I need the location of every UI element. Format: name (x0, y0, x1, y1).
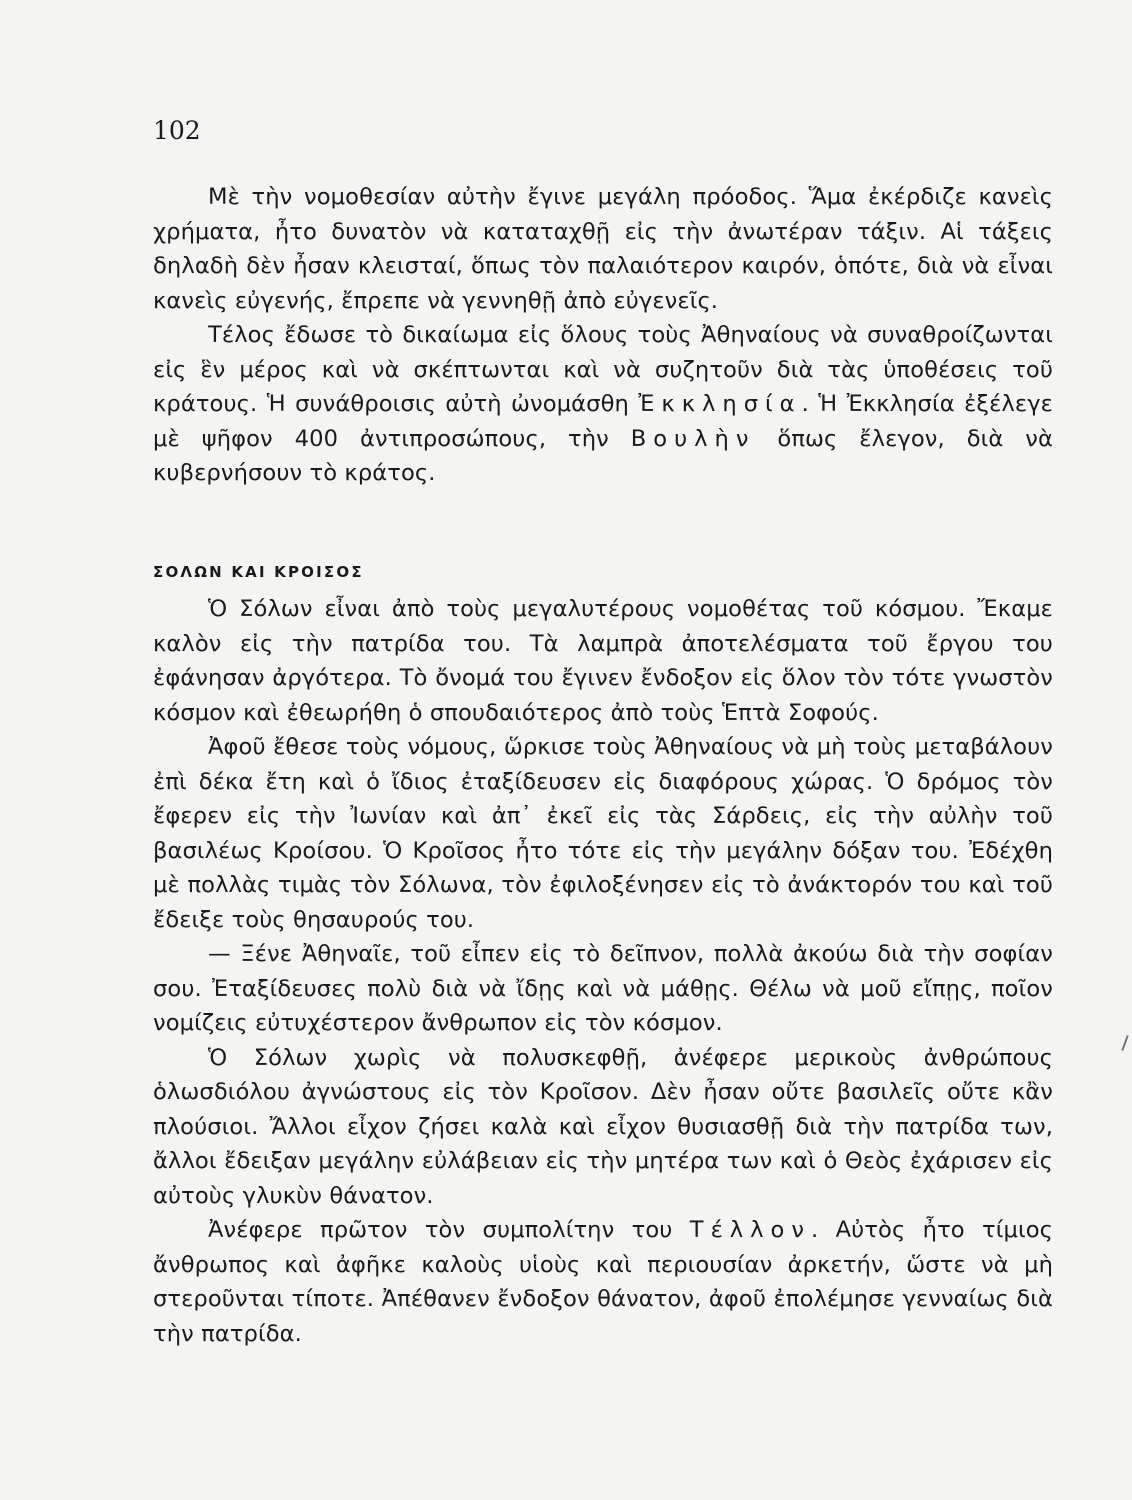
paragraph (153, 318, 1053, 491)
paragraph: — Ξένε Ἀθηναῖε, τοῦ εἶπεν εἰς τὸ δεῖπνον, πολλὰ ἀκούω διὰ τὴν σοφίαν σου. Ἐταξίδευσες πολὺ διὰ νὰ ἴδῃς καὶ νὰ μάθῃς. Θέλω νὰ μοῦ εἴπῃς, ποῖον νομίζεις εὐτυχέστερον ἄνθρωπον εἰς τὸν κόσμον. (153, 941, 1053, 1036)
paragraph-text: . Αὐτὸς ἦτο τίμιος ἄνθρωπος καὶ ἀφῆκε καλοὺς υἱοὺς καὶ περιουσίαν ἀρκετήν, ὥστε νὰ μὴ στεροῦνται τίποτε. Ἀπέθανεν ἔνδοξον θάνατον, ἀφοῦ ἐπολέμησε γενναίως διὰ τὴν πατρίδα. (153, 1217, 1053, 1347)
section-heading: ΣΟΛΩΝ ΚΑΙ ΚΡΟΙΣΟΣ (153, 563, 364, 581)
paragraph: Ὁ Σόλων χωρὶς νὰ πολυσκεφθῇ, ἀνέφερε μερικοὺς ἀνθρώπους ὁλωσδιόλου ἀγνώστους εἰς τὸν Κροῖσον. Δὲν ἦσαν οὔτε βασιλεῖς οὔτε κἂν πλούσιοι. Ἄλλοι εἶχον ζήσει καλὰ καὶ εἶχον θυσιασθῇ διὰ τὴν πατρίδα των, ἄλλοι ἔδειξαν μεγάλην εὐλάβειαν εἰς τὴν μητέρα των καὶ ὁ Θεὸς ἐχάρισεν εἰς αὐτοὺς γλυκὺν θάνατον. (153, 1044, 1053, 1209)
paper-mark (1121, 1035, 1128, 1051)
paragraph-text: ὅπως ἔλεγον, διὰ νὰ κυβερνήσουν τὸ κράτος. (153, 425, 1053, 486)
paragraph: Ὁ Σόλων εἶναι ἀπὸ τοὺς μεγαλυτέρους νομοθέτας τοῦ κόσμου. Ἔκαμε καλὸν εἰς τὴν πατρίδα του. Τὰ λαμπρὰ ἀποτελέσματα τοῦ ἔργου του ἐφάνησαν ἀργότερα. Τὸ ὄνομά του ἔγινεν ἔνδοξον εἰς ὅλον τὸν τότε γνωστὸν κόσμον καὶ ἐθεωρήθη ὁ σπουδαιότερος ἀπὸ τοὺς Ἑπτὰ Σοφούς. (153, 596, 1053, 726)
term-tellos: Τέλλον (689, 1217, 811, 1243)
paragraph (153, 1213, 1053, 1351)
term-vouli: Βουλὴν (630, 425, 756, 452)
section-1-body (153, 180, 1053, 491)
paragraph-text: . Ἡ Ἐκκλησία ἐξέλεγε μὲ ψῆφον 400 ἀντιπροσώπους, τὴν (153, 391, 1053, 452)
page-number: 102 (153, 116, 201, 145)
paragraph: Ἀφοῦ ἔθεσε τοὺς νόμους, ὥρκισε τοὺς Ἀθηναίους νὰ μὴ τοὺς μεταβάλουν ἐπὶ δέκα ἔτη καὶ ὁ ἴδιος ἐταξίδευσεν εἰς διαφόρους χώρας. Ὁ δρόμος τὸν ἔφερεν εἰς τὴν Ἰωνίαν καὶ ἀπ᾽ ἐκεῖ εἰς τὰς Σάρδεις, εἰς τὴν αὐλὴν τοῦ βασιλέως Κροίσου. Ὁ Κροῖσος ἦτο τότε εἰς τὴν μεγάλην δόξαν του. Ἐδέχθη μὲ πολλὰς τιμὰς τὸν Σόλωνα, τὸν ἐφιλοξένησεν εἰς τὸ ἀνάκτορόν του καὶ τοῦ ἔδειξε τοὺς θησαυρούς του. (153, 734, 1053, 933)
paragraph-text: Ἀνέφερε πρῶτον τὸν συμπολίτην του (208, 1217, 673, 1243)
section-2-body (153, 592, 1053, 1351)
paragraph-text: Τέλος ἔδωσε τὸ δικαίωμα εἰς ὅλους τοὺς Ἀθηναίους νὰ συναθροίζωνται εἰς ἓν μέρος καὶ νὰ σκέπτωνται καὶ νὰ συζητοῦν διὰ τὰς ὑποθέσεις τοῦ κράτους. Ἡ συνάθροισις αὐτὴ ὠνομάσθη (153, 322, 1053, 417)
term-ekklisia: Ἐκκλησία (638, 391, 802, 417)
paragraph: Μὲ τὴν νομοθεσίαν αὐτὴν ἔγινε μεγάλη πρόοδος. Ἅμα ἐκέρδιζε κανεὶς χρήματα, ἦτο δυνατὸν νὰ καταταχθῇ εἰς τὴν ἀνωτέραν τάξιν. Αἱ τάξεις δηλαδὴ δὲν ἦσαν κλεισταί, ὅπως τὸν παλαιότερον καιρόν, ὁπότε, διὰ νὰ εἶναι κανεὶς εὐγενής, ἔπρεπε νὰ γεννηθῇ ἀπὸ εὐγενεῖς. (153, 184, 1053, 314)
